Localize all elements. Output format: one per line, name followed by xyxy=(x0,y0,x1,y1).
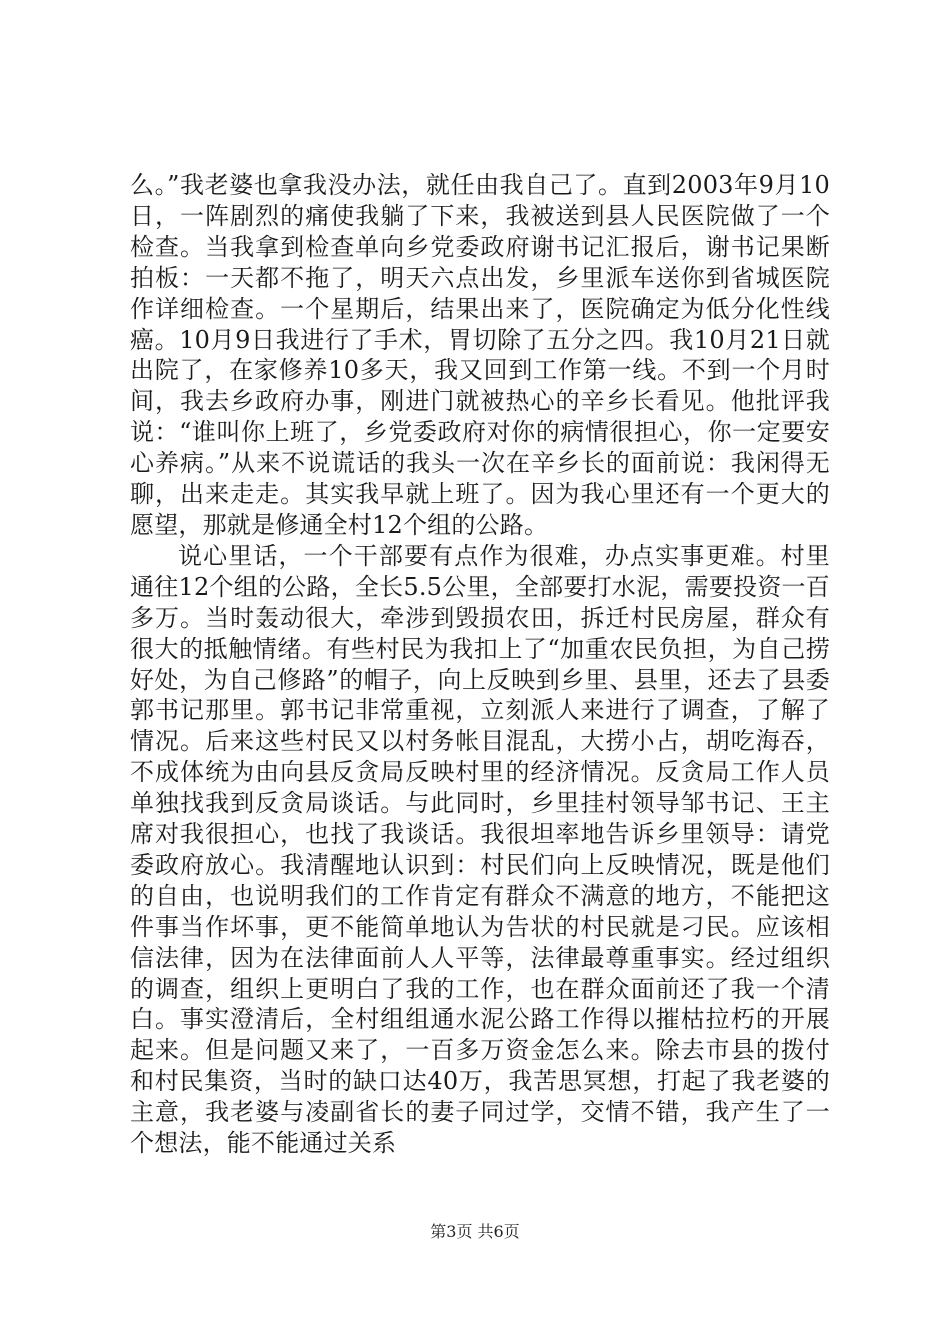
page-number-footer: 第3页 共6页 xyxy=(430,1222,520,1241)
document-body xyxy=(130,170,830,1159)
paragraph-continuation: 么。”我老婆也拿我没办法，就任由我自己了。直到2003年9月10日，一阵剧烈的痛使我躺了下来，我被送到县人民医院做了一个检查。当我拿到检查单向乡党委政府谢书记汇报后，谢书记果断拍板：一天都不拖了，明天六点出发，乡里派车送你到省城医院作详细检查。一个星期后，结果出来了，医院确定为低分化性线癌。10月9日我进行了手术，胃切除了五分之四。我10月21日就出院了，在家修养10多天，我又回到工作第一线。不到一个月时间，我去乡政府办事，刚进门就被热心的辛乡长看见。他批评我说：“谁叫你上班了，乡党委政府对你的病情很担心，你一定要安心养病。”从来不说谎话的我头一次在辛乡长的面前说：我闲得无聊，出来走走。其实我早就上班了。因为我心里还有一个更大的愿望，那就是修通全村12个组的公路。 xyxy=(130,171,830,539)
paragraph-road-construction: 说心里话，一个干部要有点作为很难，办点实事更难。村里通往12个组的公路，全长5.5公里，全部要打水泥，需要投资一百多万。当时轰动很大，牵涉到毁损农田，拆迁村民房屋，群众有很大的抵触情绪。有些村民为我扣上了“加重农民负担，为自己捞好处，为自己修路”的帽子，向上反映到乡里、县里，还去了县委郭书记那里。郭书记非常重视，立刻派人来进行了调查，了解了情况。后来这些村民又以村务帐目混乱，大捞小占，胡吃海吞，不成体统为由向县反贪局反映村里的经济情况。反贪局工作人员单独找我到反贪局谈话。与此同时，乡里挂村领导邹书记、王主席对我很担心，也找了我谈话。我很坦率地告诉乡里领导：请党委政府放心。我清醒地认识到：村民们向上反映情况，既是他们的自由，也说明我们的工作肯定有群众不满意的地方，不能把这件事当作坏事，更不能简单地认为告状的村民就是刁民。应该相信法律，因为在法律面前人人平等，法律最尊重事实。经过组织的调查，组织上更明白了我的工作，也在群众面前还了我一个清白。事实澄清后，全村组组通水泥公路工作得以摧枯拉朽的开展起来。但是问题又来了，一百多万资金怎么来。除去市县的拨付和村民集资，当时的缺口达40万，我苦思冥想，打起了我老婆的主意，我老婆与凌副省长的妻子同过学，交情不错，我产生了一个想法，能不能通过关系 xyxy=(130,541,830,1158)
